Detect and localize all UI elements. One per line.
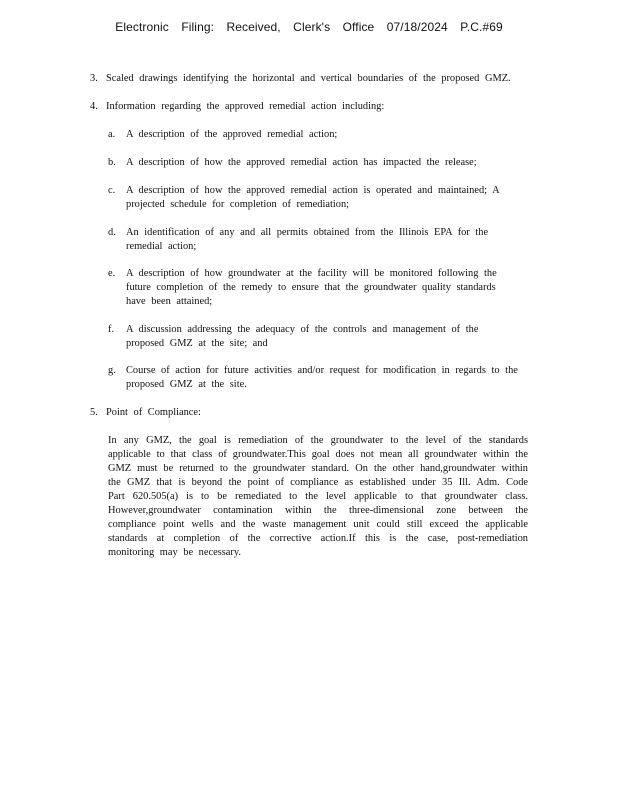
sub-item-text: A description of how the approved remedial action is operated and maintained; A projected schedule for completion of remediation; [126,185,500,210]
sub-item-a [108,128,518,142]
sub-item-text: Course of action for future activities and/or request for modification in regards to the proposed GMZ at the site. [126,365,518,390]
sub-item-letter: g. [108,365,116,376]
sub-item-d [108,226,518,254]
list-item-5 [90,406,540,420]
list-item-number: 4. [90,101,98,112]
sub-item-letter: b. [108,157,116,168]
sub-item-letter: a. [108,129,116,140]
list-item-3 [90,72,540,86]
sub-item-e [108,267,518,309]
filing-stamp-header: Electronic Filing: Received, Clerk's Office 07/18/2024 P.C.#69 [115,20,503,34]
list-item-number: 5. [90,407,98,418]
list-item-4 [90,100,540,114]
sub-item-text: A description of the approved remedial action; [126,129,338,140]
sub-item-g [108,364,518,392]
sub-item-text: An identification of any and all permits obtained from the Illinois EPA for the remedial action; [126,227,489,252]
sub-item-letter: f. [108,324,115,335]
sub-item-b [108,156,518,170]
point-of-compliance-paragraph: In any GMZ, the goal is remediation of the groundwater to the level of the standards applicable to that class of groundwater.This goal does not mean all groundwater within the GMZ must be returned to the groundwater standard. On the other hand,groundwater within the GMZ that is beyond the point of compliance as established under 35 Ill. Adm. Code Part 620.505(a) is to be remediated to the level applicable to that groundwater class. However,groundwater contamination within the three-dimensional zone between the compliance point wells and the waste management unit could still exceed the applicable standards at completion of the corrective action.If this is the case, post-remediation monitoring may be necessary. [108,435,528,558]
sub-item-text: A description of how groundwater at the facility will be monitored following the future completion of the remedy to ensure that the groundwater quality standards have been attained; [126,268,497,307]
sub-item-c [108,184,518,212]
sub-item-text: A description of how the approved remedial action has impacted the release; [126,157,477,168]
list-item-text: Information regarding the approved remedial action including: [106,101,385,112]
sub-item-letter: d. [108,227,116,238]
sub-item-letter: e. [108,268,116,279]
sub-item-letter: c. [108,185,116,196]
sub-item-f [108,323,518,351]
sub-item-text: A discussion addressing the adequacy of the controls and management of the proposed GMZ at the site; and [126,324,479,349]
list-item-number: 3. [90,73,98,84]
list-item-text: Point of Compliance: [106,407,201,418]
list-item-text: Scaled drawings identifying the horizontal and vertical boundaries of the proposed GMZ. [106,73,511,84]
